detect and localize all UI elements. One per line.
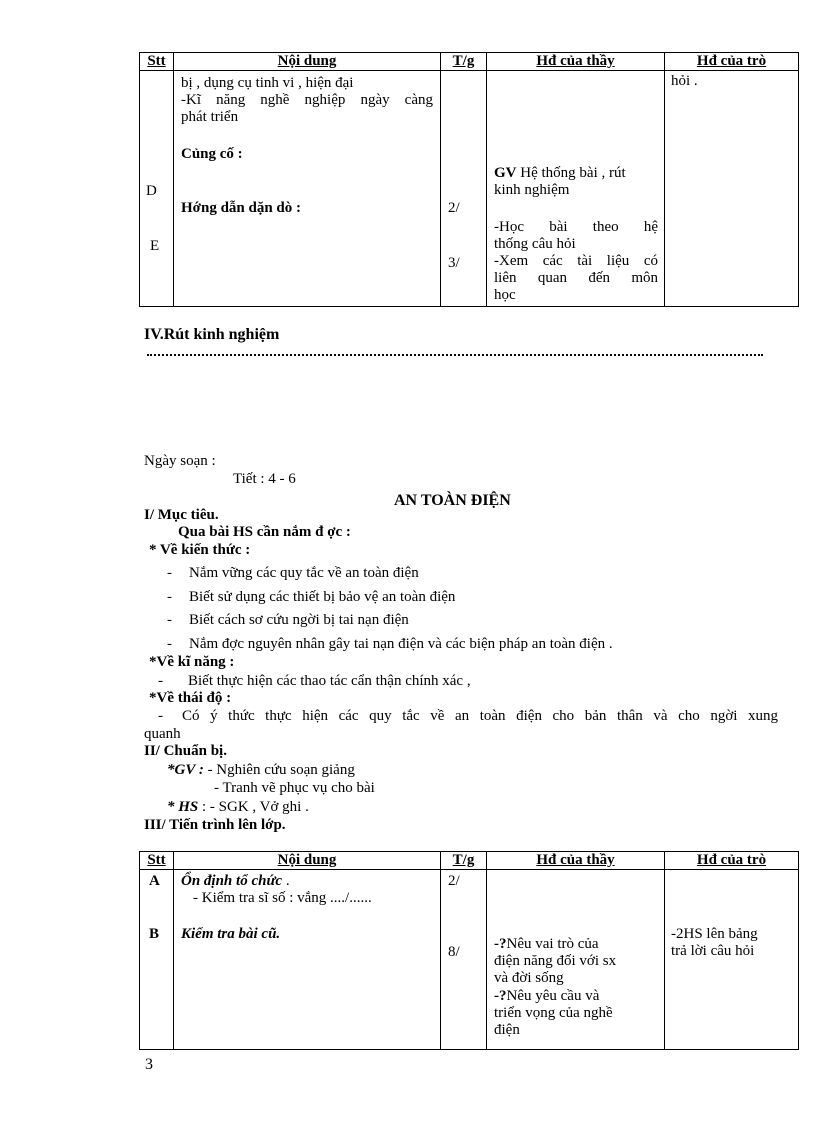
attitude-text: Có ý thức thực hiện các quy tắc về an toàn điện cho bản thân và cho ngời xung <box>182 708 778 724</box>
teacher-cell <box>487 870 665 1050</box>
tien-trinh-heading: III/ Tiến trình lên lớp. <box>144 817 286 833</box>
teacher-gv-line <box>494 165 626 182</box>
dotted-line <box>147 352 763 356</box>
lesson-table-1 <box>139 52 799 307</box>
question-text: Nêu vai trò của <box>506 936 599 952</box>
on-dinh-line <box>181 873 290 890</box>
time-e: 3/ <box>448 255 460 271</box>
content-line: phát triển <box>181 109 239 125</box>
knowledge-item: - Biết cách sơ cứu ngời bị tai nạn điện <box>167 612 409 628</box>
time-b: 8/ <box>448 944 460 960</box>
table-header-row <box>140 852 799 870</box>
knowledge-item: - Nắm đợc nguyên nhân gây tai nạn điện và các biện pháp an toàn điện . <box>167 636 613 652</box>
student-line: -2HS lên bảng <box>671 926 758 942</box>
ve-ki-nang-heading: *Về kĩ năng : <box>149 654 235 670</box>
question-mark: -? <box>494 988 507 1004</box>
header-time: T/g <box>441 852 487 870</box>
chuan-bi-heading: II/ Chuẩn bị. <box>144 743 227 759</box>
teacher-line: -Học bài theo hệ <box>494 219 658 235</box>
lesson-table-2 <box>139 851 799 1050</box>
skill-item: - Biết thực hiện các thao tác cẩn thận chính xác , <box>158 673 471 689</box>
teacher-line: điện năng đối với sx <box>494 953 617 969</box>
teacher-line: -Xem các tài liệu có <box>494 253 658 269</box>
teacher-line: kinh nghiệm <box>494 182 570 198</box>
ve-kien-thuc-heading: * Về kiến thức : <box>149 542 251 558</box>
on-dinh-dot: . <box>282 873 290 889</box>
knowledge-text: Biết cách sơ cứu ngời bị tai nạn điện <box>189 612 409 628</box>
attitude-text-cont: quanh <box>144 726 181 742</box>
page-number: 3 <box>145 1056 153 1073</box>
content-line: -Kĩ năng nghề nghiệp ngày càng <box>181 92 433 108</box>
student-line: trả lời câu hỏi <box>671 943 755 959</box>
gv-prep-text-2: - Tranh vẽ phục vụ cho bài <box>214 780 375 796</box>
header-teacher: Hđ của thầy <box>487 852 665 870</box>
content-cell <box>174 71 441 307</box>
muc-tieu-heading: I/ Mục tiêu. <box>144 507 219 523</box>
student-line: hỏi . <box>671 73 698 89</box>
stt-d: D <box>146 183 157 199</box>
gv-prep-label: *GV : <box>167 762 204 778</box>
cung-co-heading: Củng cố : <box>181 146 243 162</box>
table-row <box>140 870 799 1050</box>
header-content: Nội dung <box>174 852 441 870</box>
student-cell <box>665 71 799 307</box>
gv-prep <box>167 762 355 779</box>
teacher-line: liên quan đến môn <box>494 270 658 286</box>
knowledge-text: Nắm đợc nguyên nhân gây tai nạn điện và các biện pháp an toàn điện . <box>189 636 613 652</box>
student-cell <box>665 870 799 1050</box>
knowledge-item: - Nắm vững các quy tắc về an toàn điện <box>167 565 419 581</box>
header-student: Hđ của trò <box>665 852 799 870</box>
lesson-title: AN TOÀN ĐIỆN <box>394 492 511 509</box>
teacher-line: thống câu hỏi <box>494 236 576 252</box>
time-cell <box>441 870 487 1050</box>
time-d: 2/ <box>448 200 460 216</box>
question-text: Nêu yêu cầu và <box>506 988 600 1004</box>
header-stt: Stt <box>140 852 174 870</box>
knowledge-text: Nắm vững các quy tắc về an toàn điện <box>189 565 419 581</box>
gv-text: Hệ thống bài , rút <box>516 165 626 181</box>
tiet: Tiết : 4 - 6 <box>233 471 296 487</box>
gv-label: GV <box>494 165 517 181</box>
stt-cell <box>140 870 174 1050</box>
ve-thai-do-heading: *Về thái độ : <box>149 690 232 706</box>
ngay-soan: Ngày soạn : <box>144 453 216 469</box>
hs-prep-text: : - SGK , Vở ghi . <box>202 799 309 815</box>
time-cell <box>441 71 487 307</box>
stt-e: E <box>150 238 160 254</box>
knowledge-item: - Biết sử dụng các thiết bị bảo vệ an toàn điện <box>167 589 456 605</box>
header-stt: Stt <box>140 53 174 71</box>
content-line: bị , dụng cụ tinh vi , hiện đại <box>181 75 354 91</box>
table-header-row <box>140 53 799 71</box>
header-content: Nội dung <box>174 53 441 71</box>
rut-kinh-nghiem-heading: IV.Rút kinh nghiệm <box>144 326 280 343</box>
hs-prep-label: * HS <box>167 799 199 815</box>
gv-prep-text: - Nghiên cứu soạn giảng <box>207 762 355 778</box>
table-row <box>140 71 799 307</box>
teacher-line: và đời sống <box>494 970 564 986</box>
header-time: T/g <box>441 53 487 71</box>
skill-text: Biết thực hiện các thao tác cẩn thận chính xác , <box>188 673 471 689</box>
huong-dan-heading: Hớng dẫn dặn dò : <box>181 200 302 216</box>
content-cell <box>174 870 441 1050</box>
teacher-line: học <box>494 287 516 303</box>
teacher-question <box>494 936 599 953</box>
on-dinh-heading: Ổn định tổ chức <box>181 873 283 889</box>
si-so-line: - Kiểm tra sĩ số : vắng ..../...... <box>193 890 372 906</box>
knowledge-text: Biết sử dụng các thiết bị bảo vệ an toàn điện <box>189 589 456 605</box>
stt-b: B <box>149 926 160 942</box>
attitude-item: - Có ý thức thực hiện các quy tắc về an toàn điện cho bản thân và cho ngời xung <box>158 708 778 724</box>
kiem-tra-bai-cu-heading: Kiểm tra bài cũ. <box>181 926 281 942</box>
qua-bai: Qua bài HS cần nắm đ ợc : <box>178 524 351 540</box>
stt-cell <box>140 71 174 307</box>
header-teacher: Hđ của thầy <box>487 53 665 71</box>
question-mark: -? <box>494 936 507 952</box>
teacher-line: điện <box>494 1022 520 1038</box>
time-a: 2/ <box>448 873 460 889</box>
header-student: Hđ của trò <box>665 53 799 71</box>
teacher-question <box>494 988 599 1005</box>
stt-a: A <box>149 873 160 889</box>
hs-prep <box>167 799 309 816</box>
teacher-line: triển vọng của nghề <box>494 1005 613 1021</box>
teacher-cell <box>487 71 665 307</box>
